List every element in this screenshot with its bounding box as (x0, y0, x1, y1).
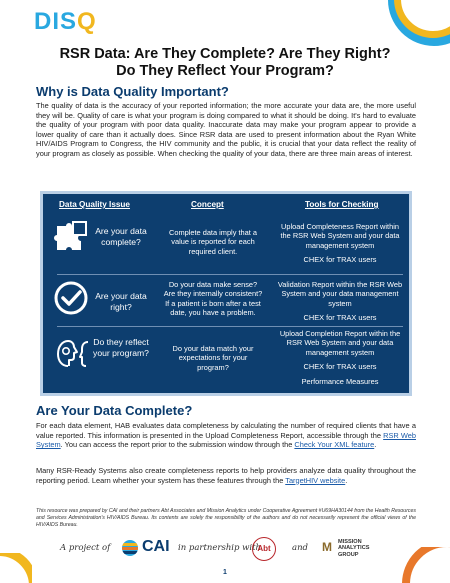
question-right: Are your data right? (95, 291, 147, 312)
header-data-quality-issue: Data Quality Issue (59, 200, 130, 209)
tools-reflect (275, 329, 405, 391)
mission-analytics-logo-mark: M (322, 540, 332, 554)
page-title (20, 46, 430, 80)
row-divider (57, 274, 403, 275)
tool-item: Upload Completeness Report within the RSR Web System and your data management system (280, 222, 400, 250)
tool-item: CHEX for TRAX users (303, 313, 377, 323)
importance-paragraph: The quality of data is the accuracy of your reported information; the more accurate your data are, the more useful they will be. Quality of care is what your program is doing compared to what it should be doing. It's hard to evaluate the quality of your program with poor data quality. Inaccurate data may make your program appear to provide a lower quality of care than it actually does. Since RSR data are used to present information about the Ryan White HIV/AIDS Program to Congress, the HIV community and the public, it is crucial that your data reflect the reality of your program as closely as possible. When checking the quality of your data, there are three main areas of interest. (36, 101, 416, 158)
mission-analytics-logo: MISSION ANALYTICS GROUP (338, 539, 370, 558)
question-reflect: Do they reflect your program? (93, 337, 149, 358)
footer-logos (60, 537, 400, 559)
header-concept: Concept (191, 200, 224, 209)
cai-logo-mark (122, 540, 138, 556)
corner-decoration-top (380, 0, 450, 50)
row-divider (57, 326, 403, 327)
a-project-of-text: A project of (60, 543, 111, 553)
concept-reflect: Do your data match your expectations for your program? (172, 344, 254, 372)
tool-item: Validation Report within the RSR Web System and your data management system (277, 280, 403, 308)
tools-right (275, 280, 405, 328)
checkmark-circle-icon (53, 280, 89, 316)
corner-decoration-bottom-right (402, 547, 450, 583)
disclaimer-text: This resource was prepared by CAI and their partners Abt Associates and Mission Analytics under Cooperative Agreement #U69HA30144 from the Health Resources and Services Administration's HIV/AIDS Bureau. Its contents are solely the responsibility of the authors and do not necessarily represent the official views of the HIV/AIDS Bureau. (36, 508, 416, 528)
completeness-paragraph-1: For each data element, HAB evaluates data completeness by calculating the number of required clients that have a value reported. This information is presented in the Upload Completeness Report, accessible through the RSR Web System. You can access the report prior to the submission window through the Check Your XML feature. (36, 421, 416, 450)
completeness-paragraph-2: Many RSR-Ready Systems also create completeness reports to help providers analyze data quality throughout the reporting period. Learn whether your system has these features through the TargetHIV website. (36, 466, 416, 485)
in-partnership-text: in partnership with (178, 543, 262, 553)
puzzle-icon (53, 220, 89, 256)
disq-logo: DISQ (34, 8, 97, 35)
tools-complete (275, 222, 405, 270)
section-heading-importance: Why is Data Quality Important? (36, 84, 229, 99)
reflection-heads-icon (53, 336, 89, 372)
tool-item: CHEX for TRAX users (303, 362, 377, 372)
cai-logo: CAI (142, 538, 170, 555)
question-complete: Are your data complete? (95, 226, 147, 247)
title-line-2: Do They Reflect Your Program? (116, 63, 334, 79)
and-text: and (292, 543, 308, 553)
rsr-web-system-link[interactable]: RSR Web System (36, 430, 416, 450)
concept-right: Do your data make sense? Are they internally consistent? If a patient is born after a test date, you have a problem. (163, 280, 263, 318)
check-your-xml-link[interactable]: Check Your XML feature (294, 440, 375, 450)
data-quality-table (40, 191, 412, 396)
abt-logo: Abt (252, 537, 276, 561)
targethiv-link[interactable]: TargetHIV website (285, 475, 346, 485)
section-heading-completeness: Are Your Data Complete? (36, 403, 193, 418)
page-number: 1 (223, 569, 227, 576)
header-tools: Tools for Checking (305, 200, 379, 209)
corner-decoration-bottom-left (0, 553, 32, 583)
tool-item: Performance Measures (301, 376, 379, 386)
title-line-1: RSR Data: Are They Complete? Are They Right? (59, 46, 391, 62)
tool-item: CHEX for TRAX users (303, 255, 377, 265)
concept-complete: Complete data imply that a value is reported for each required client. (169, 228, 257, 256)
tool-item: Upload Completion Report within the RSR Web System and your data management system (279, 329, 401, 357)
